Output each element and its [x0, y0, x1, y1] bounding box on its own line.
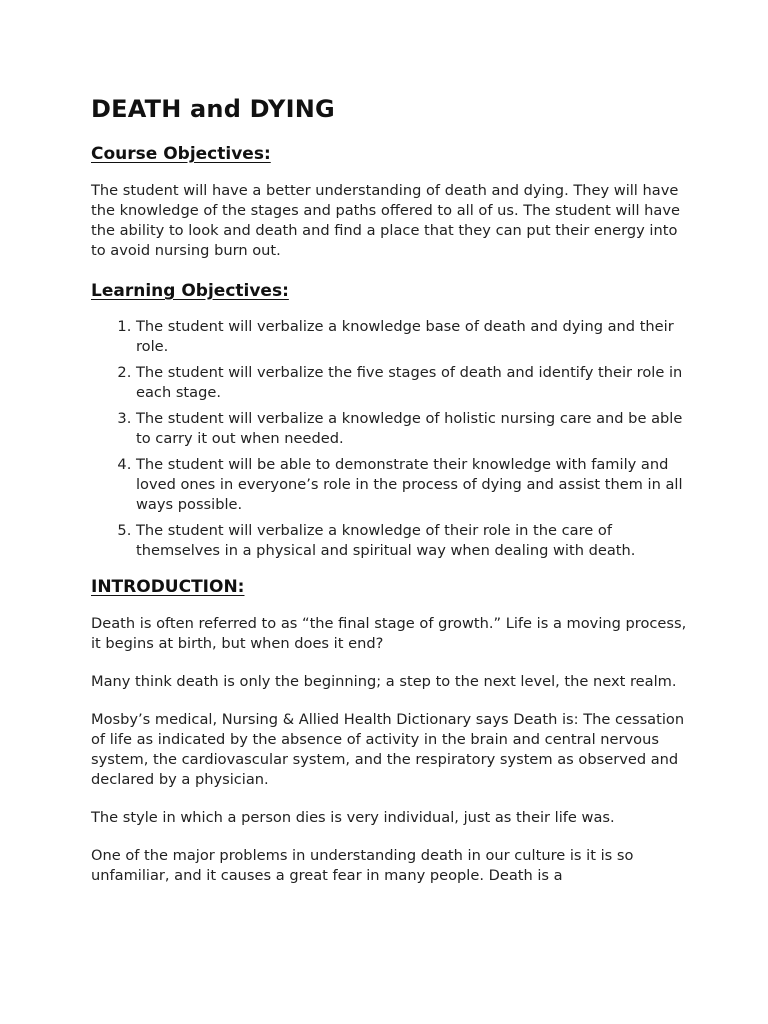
learning-objective-item: 1. The student will verbalize a knowledge base of death and dying and their role. — [136, 317, 691, 357]
introduction-heading: INTRODUCTION: — [91, 577, 245, 597]
introduction-paragraph: Mosby’s medical, Nursing & Allied Health Dictionary says Death is: The cessation of life as indicated by the absence of activity in the brain and central nervous system, the cardiovascular system, and the respiratory system as observed and declared by a physician. — [91, 711, 685, 788]
course-objectives-heading: Course Objectives: — [91, 144, 271, 164]
learning-objectives-list — [91, 317, 691, 561]
document-title: DEATH and DYING — [91, 95, 335, 123]
learning-objectives-heading: Learning Objectives: — [91, 281, 289, 301]
introduction-paragraph: Many think death is only the beginning; a step to the next level, the next realm. — [91, 673, 677, 690]
learning-objective-item: 4. The student will be able to demonstrate their knowledge with family and loved ones in everyone’s role in the process of dying and assist them in all ways possible. — [136, 455, 691, 515]
learning-objective-item: 5. The student will verbalize a knowledge of their role in the care of themselves in a physical and spiritual way when dealing with death. — [136, 521, 691, 561]
learning-objective-item: 3. The student will verbalize a knowledge of holistic nursing care and be able to carry it out when needed. — [136, 409, 691, 449]
learning-objective-item: 2. The student will verbalize the five stages of death and identify their role in each stage. — [136, 363, 691, 403]
introduction-paragraph: Death is often referred to as “the final stage of growth.” Life is a moving process, it begins at birth, but when does it end? — [91, 615, 687, 652]
introduction-paragraph: One of the major problems in understanding death in our culture is it is so unfamiliar, and it causes a great fear in many people. Death is a — [91, 847, 634, 884]
introduction-paragraph: The style in which a person dies is very individual, just as their life was. — [91, 809, 615, 826]
document-content — [91, 92, 691, 904]
course-objectives-text: The student will have a better understanding of death and dying. They will have the knowledge of the stages and paths offered to all of us. The student will have the ability to look and death and find a place that they can put their energy into to avoid nursing burn out. — [91, 182, 680, 259]
